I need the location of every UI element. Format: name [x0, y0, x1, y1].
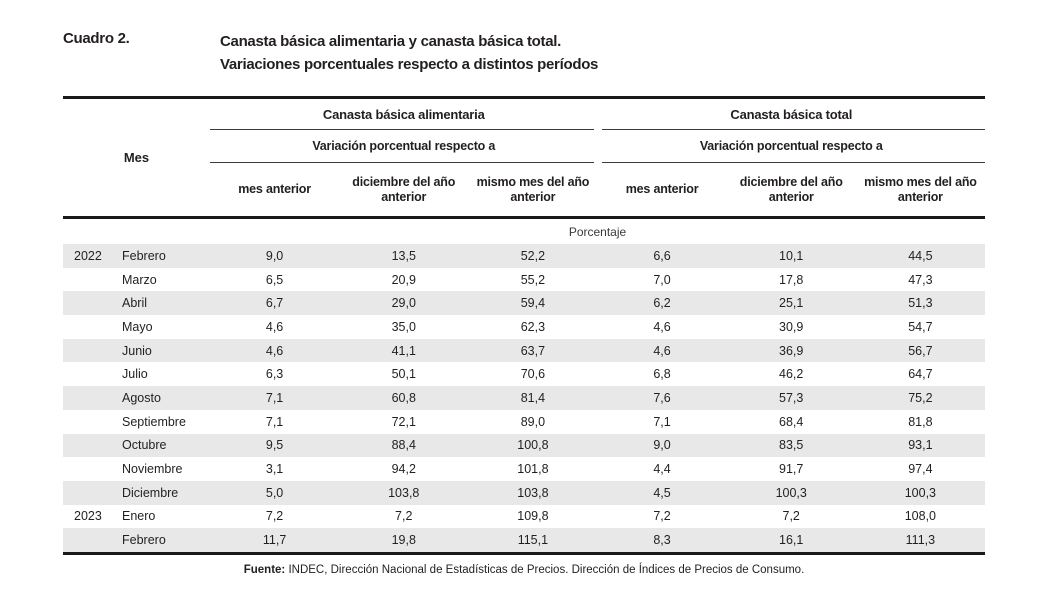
row-value: 10,1 — [779, 248, 804, 263]
row-value: 50,1 — [391, 367, 416, 382]
source-label: Fuente: — [243, 563, 286, 576]
table-row — [63, 505, 985, 529]
row-value: 4,6 — [653, 319, 671, 334]
row-value: 88,4 — [391, 438, 416, 453]
table-row — [63, 268, 985, 292]
row-value: 109,8 — [517, 509, 549, 524]
row-value: 29,0 — [391, 296, 416, 311]
row-value: 108,0 — [904, 509, 936, 524]
row-value: 5,0 — [265, 485, 284, 500]
row-value: 44,5 — [908, 248, 933, 263]
row-month: Mayo — [122, 319, 153, 334]
row-value: 47,3 — [908, 272, 933, 287]
row-value: 100,3 — [904, 485, 936, 500]
row-value: 7,0 — [653, 272, 671, 287]
row-value: 62,3 — [520, 319, 546, 334]
group-title: Canasta básica total — [730, 106, 853, 122]
title-block — [63, 30, 1048, 76]
row-month: Agosto — [122, 390, 161, 405]
row-value: 6,7 — [265, 296, 284, 311]
row-value: 91,7 — [779, 462, 804, 477]
row-year: 2023 — [74, 509, 102, 524]
column-header-diciembre-anterior: diciembre del año anterior — [352, 174, 456, 204]
row-value: 75,2 — [908, 390, 933, 405]
table-body — [63, 244, 985, 555]
row-value: 25,1 — [779, 296, 804, 311]
row-value: 81,4 — [520, 390, 546, 405]
row-value: 115,1 — [517, 533, 549, 548]
row-value: 9,0 — [653, 438, 671, 453]
group-subtitle: Variación porcentual respecto a — [699, 139, 883, 153]
row-month: Enero — [122, 509, 156, 524]
row-value: 7,1 — [265, 390, 284, 405]
row-value: 11,7 — [262, 533, 287, 548]
row-value: 83,5 — [779, 438, 804, 453]
row-value: 57,3 — [779, 390, 804, 405]
column-header-mes-anterior: mes anterior — [238, 182, 311, 196]
row-value: 111,3 — [905, 533, 936, 548]
row-value: 89,0 — [520, 414, 546, 429]
row-value: 19,8 — [391, 533, 416, 548]
row-value: 4,4 — [653, 462, 671, 477]
table-header — [63, 96, 985, 219]
row-value: 7,1 — [265, 414, 284, 429]
row-value: 52,2 — [520, 248, 546, 263]
group-subtitle: Variación porcentual respecto a — [312, 139, 496, 153]
row-month: Marzo — [122, 272, 157, 287]
row-value: 7,2 — [265, 509, 284, 524]
document-title-line2: Variaciones porcentuales respecto a distintos períodos — [220, 56, 599, 73]
row-month: Diciembre — [122, 485, 179, 500]
row-value: 41,1 — [391, 343, 416, 358]
row-month: Febrero — [122, 533, 166, 548]
row-value: 20,9 — [391, 272, 416, 287]
row-month: Octubre — [122, 438, 167, 453]
group-canasta-alimentaria — [210, 99, 598, 216]
group-title: Canasta básica alimentaria — [322, 106, 485, 122]
document-title — [220, 30, 598, 76]
row-value: 6,2 — [653, 296, 671, 311]
table-row — [63, 457, 985, 481]
table-row — [63, 291, 985, 315]
row-month: Abril — [122, 296, 148, 311]
row-value: 103,8 — [517, 485, 549, 500]
row-value: 103,8 — [388, 485, 420, 500]
table-row — [63, 528, 985, 552]
row-value: 7,6 — [653, 390, 671, 405]
row-value: 7,2 — [782, 509, 800, 524]
row-value: 72,1 — [391, 414, 416, 429]
row-month: Julio — [122, 367, 148, 382]
row-value: 97,4 — [908, 462, 933, 477]
column-headers — [210, 163, 598, 216]
table-row — [63, 434, 985, 458]
row-year: 2022 — [74, 248, 102, 263]
row-value: 64,7 — [908, 367, 933, 382]
row-value: 9,5 — [265, 438, 284, 453]
row-value: 9,0 — [265, 248, 284, 263]
row-value: 46,2 — [779, 367, 804, 382]
table-row — [63, 244, 985, 268]
row-value: 4,6 — [653, 343, 671, 358]
column-header-diciembre-anterior: diciembre del año anterior — [739, 174, 843, 204]
row-value: 101,8 — [517, 462, 549, 477]
row-value: 59,4 — [520, 296, 546, 311]
row-value: 4,6 — [265, 319, 284, 334]
table-row — [63, 362, 985, 386]
row-value: 63,7 — [520, 343, 546, 358]
row-value: 100,3 — [775, 485, 807, 500]
table-number-label: Cuadro 2. — [63, 30, 130, 47]
row-value: 6,5 — [265, 272, 284, 287]
row-value: 7,1 — [653, 414, 671, 429]
row-value: 8,3 — [653, 533, 671, 548]
row-value: 94,2 — [391, 462, 416, 477]
row-value: 7,2 — [653, 509, 671, 524]
row-month: Septiembre — [122, 414, 186, 429]
column-header-mismo-mes-anterior: mismo mes del año anterior — [476, 174, 590, 204]
unit-row — [63, 219, 985, 244]
row-value: 35,0 — [391, 319, 416, 334]
source-text: INDEC, Dirección Nacional de Estadísticas de Precios. Dirección de Índices de Precios de Consumo. — [285, 563, 805, 576]
table-row — [63, 315, 985, 339]
row-value: 30,9 — [779, 319, 804, 334]
row-value: 100,8 — [517, 438, 549, 453]
row-value: 70,6 — [520, 367, 546, 382]
column-header-mismo-mes-anterior: mismo mes del año anterior — [864, 174, 977, 204]
table-row — [63, 339, 985, 363]
column-headers — [598, 163, 986, 216]
row-value: 3,1 — [265, 462, 284, 477]
row-value: 51,3 — [908, 296, 933, 311]
row-value: 81,8 — [908, 414, 933, 429]
row-month: Junio — [122, 343, 152, 358]
row-value: 6,3 — [265, 367, 284, 382]
group-canasta-total — [598, 99, 986, 216]
table-row — [63, 386, 985, 410]
column-header-mes-anterior: mes anterior — [625, 182, 699, 196]
row-value: 7,2 — [395, 509, 413, 524]
table-row — [63, 481, 985, 505]
source-note — [63, 564, 985, 576]
row-value: 93,1 — [908, 438, 933, 453]
row-month: Noviembre — [122, 462, 183, 477]
row-value: 60,8 — [391, 390, 416, 405]
row-value: 55,2 — [520, 272, 546, 287]
row-header-mes: Mes — [123, 150, 150, 165]
row-value: 36,9 — [779, 343, 804, 358]
row-value: 16,1 — [779, 533, 804, 548]
row-value: 6,8 — [653, 367, 671, 382]
row-value: 68,4 — [779, 414, 804, 429]
unit-label: Porcentaje — [568, 224, 627, 239]
data-table — [63, 96, 985, 555]
row-value: 13,5 — [391, 248, 416, 263]
row-value: 4,6 — [265, 343, 284, 358]
row-value: 54,7 — [908, 319, 933, 334]
row-value: 4,5 — [653, 485, 671, 500]
table-row — [63, 410, 985, 434]
row-value: 17,8 — [779, 272, 804, 287]
row-month: Febrero — [122, 248, 166, 263]
row-value: 6,6 — [653, 248, 671, 263]
row-value: 56,7 — [908, 343, 933, 358]
document-title-line1: Canasta básica alimentaria y canasta básica total. — [220, 33, 562, 50]
